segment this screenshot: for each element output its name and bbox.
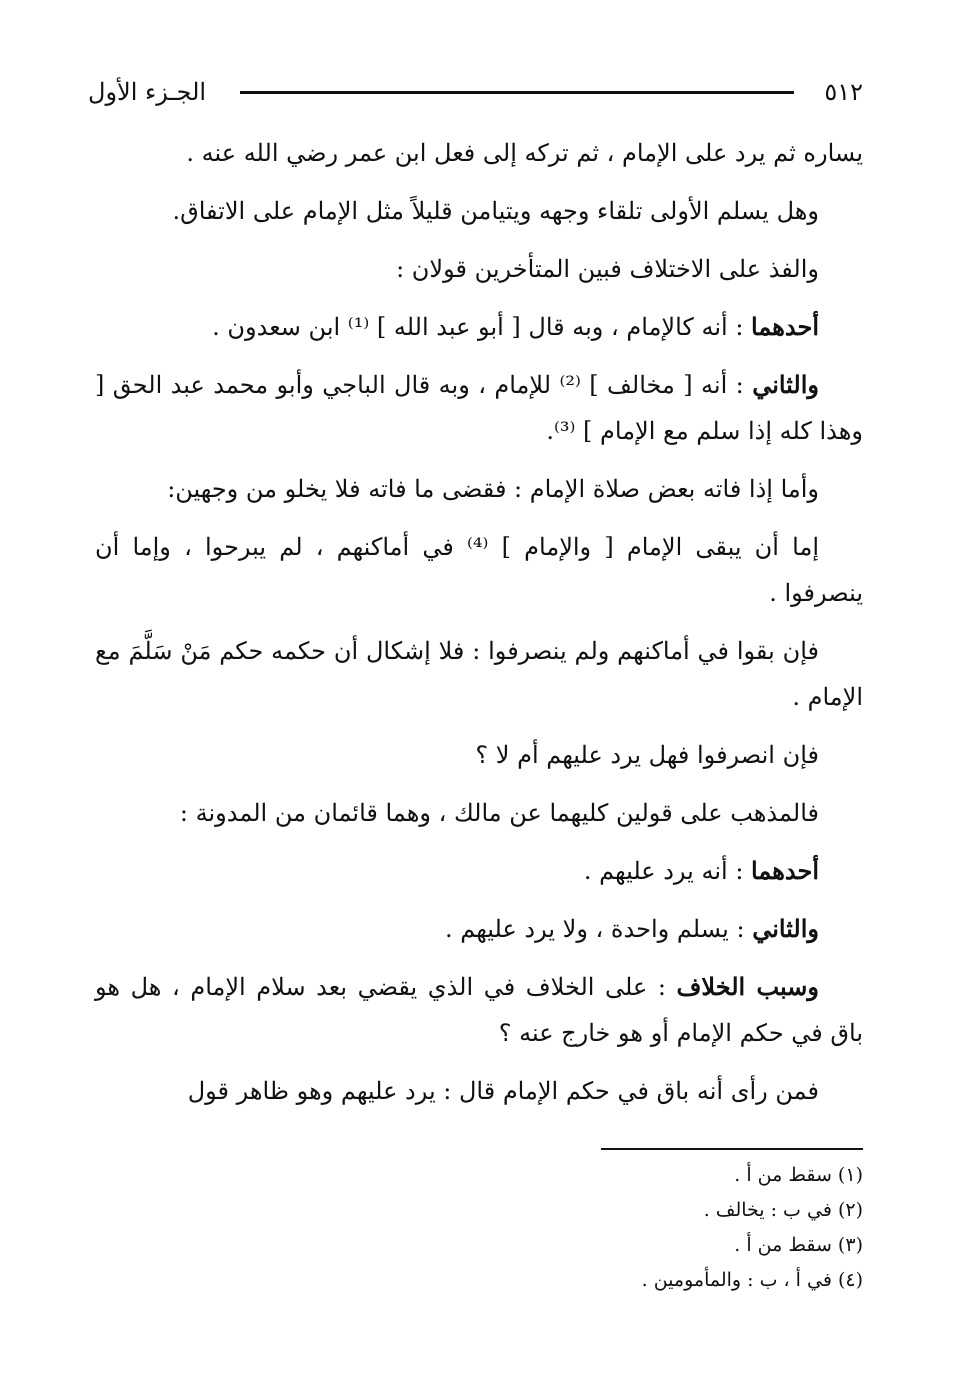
paragraph-text: : أنه [ مخالف ] ⁽²⁾ للإمام ، وبه قال الباجي وأبو محمد عبد الحق [ وهذا كله إذا سلم مع الإمام ] ⁽³⁾. (95, 371, 863, 445)
paragraph-lead-term: أحدهما (751, 856, 819, 885)
paragraph-text: : أنه يرد عليهم . (583, 857, 752, 885)
main-text (95, 130, 863, 1126)
paragraph-lead-term: والثاني (752, 370, 819, 399)
footnote-rule (601, 1148, 863, 1150)
footnotes-section (95, 1148, 863, 1298)
paragraph-text: فإن بقوا في أماكنهم ولم ينصرفوا : فلا إشكال أن حكمه حكم مَنْ سَلَّمَ مع الإمام . (95, 637, 863, 711)
paragraph-lead-term: وسبب الخلاف (676, 972, 819, 1001)
paragraph (95, 304, 863, 350)
paragraph (95, 130, 863, 176)
paragraph-text: وأما إذا فاته بعض صلاة الإمام : فقضى ما فاته فلا يخلو من وجهين: (167, 475, 819, 503)
paragraph-text: : على الخلاف في الذي يقضي بعد سلام الإمام ، هل هو باق في حكم الإمام أو هو خارج عنه ؟ (95, 973, 863, 1047)
footnote: (٤) في أ ، ب : والمأمومين . (641, 1269, 863, 1291)
page-header (88, 72, 863, 112)
paragraph-lead-term: والثاني (752, 914, 819, 943)
paragraph (95, 362, 863, 454)
paragraph-text: فإن انصرفوا فهل يرد عليهم أم لا ؟ (475, 741, 819, 769)
paragraph-text: : يسلم واحدة ، ولا يرد عليهم . (444, 915, 753, 943)
paragraph (95, 906, 863, 952)
paragraph (95, 188, 863, 234)
paragraph-text: يساره ثم يرد على الإمام ، ثم تركه إلى فعل ابن عمر رضي الله عنه . (186, 139, 863, 167)
paragraph (95, 790, 863, 836)
paragraph (95, 524, 863, 616)
paragraph (95, 848, 863, 894)
paragraph (95, 964, 863, 1056)
paragraph (95, 466, 863, 512)
paragraph-lead-term: أحدهما (751, 312, 819, 341)
paragraph (95, 246, 863, 292)
paragraph-text: فمن رأى أنه باق في حكم الإمام قال : يرد عليهم وهو ظاهر قول (187, 1077, 819, 1105)
paragraph-text: : أنه كالإمام ، وبه قال [ أبو عبد الله ] ⁽¹⁾ ابن سعدون . (212, 313, 752, 341)
paragraph-text: فالمذهب على قولين كليهما عن مالك ، وهما قائمان من المدونة : (179, 799, 819, 827)
volume-title: الجـزء الأول (88, 78, 207, 106)
footnote: (٣) سقط من أ . (734, 1234, 863, 1256)
page-number: ٥١٢ (824, 78, 863, 106)
footnote-list (95, 1158, 863, 1298)
paragraph (95, 732, 863, 778)
paragraph (95, 628, 863, 720)
paragraph-text: والفذ على الاختلاف فبين المتأخرين قولان : (396, 255, 819, 283)
paragraph-text: وهل يسلم الأولى تلقاء وجهه ويتيامن قليلاً مثل الإمام على الاتفاق. (172, 197, 819, 225)
paragraph (95, 1068, 863, 1114)
footnote: (١) سقط من أ . (734, 1164, 863, 1186)
footnote: (٢) في ب : يخالف . (703, 1199, 863, 1221)
paragraph-text: إما أن يبقى الإمام [ والإمام ] ⁽⁴⁾ في أماكنهم ، لم يبرحوا ، وإما أن ينصرفوا . (95, 533, 863, 607)
header-rule (240, 91, 794, 94)
